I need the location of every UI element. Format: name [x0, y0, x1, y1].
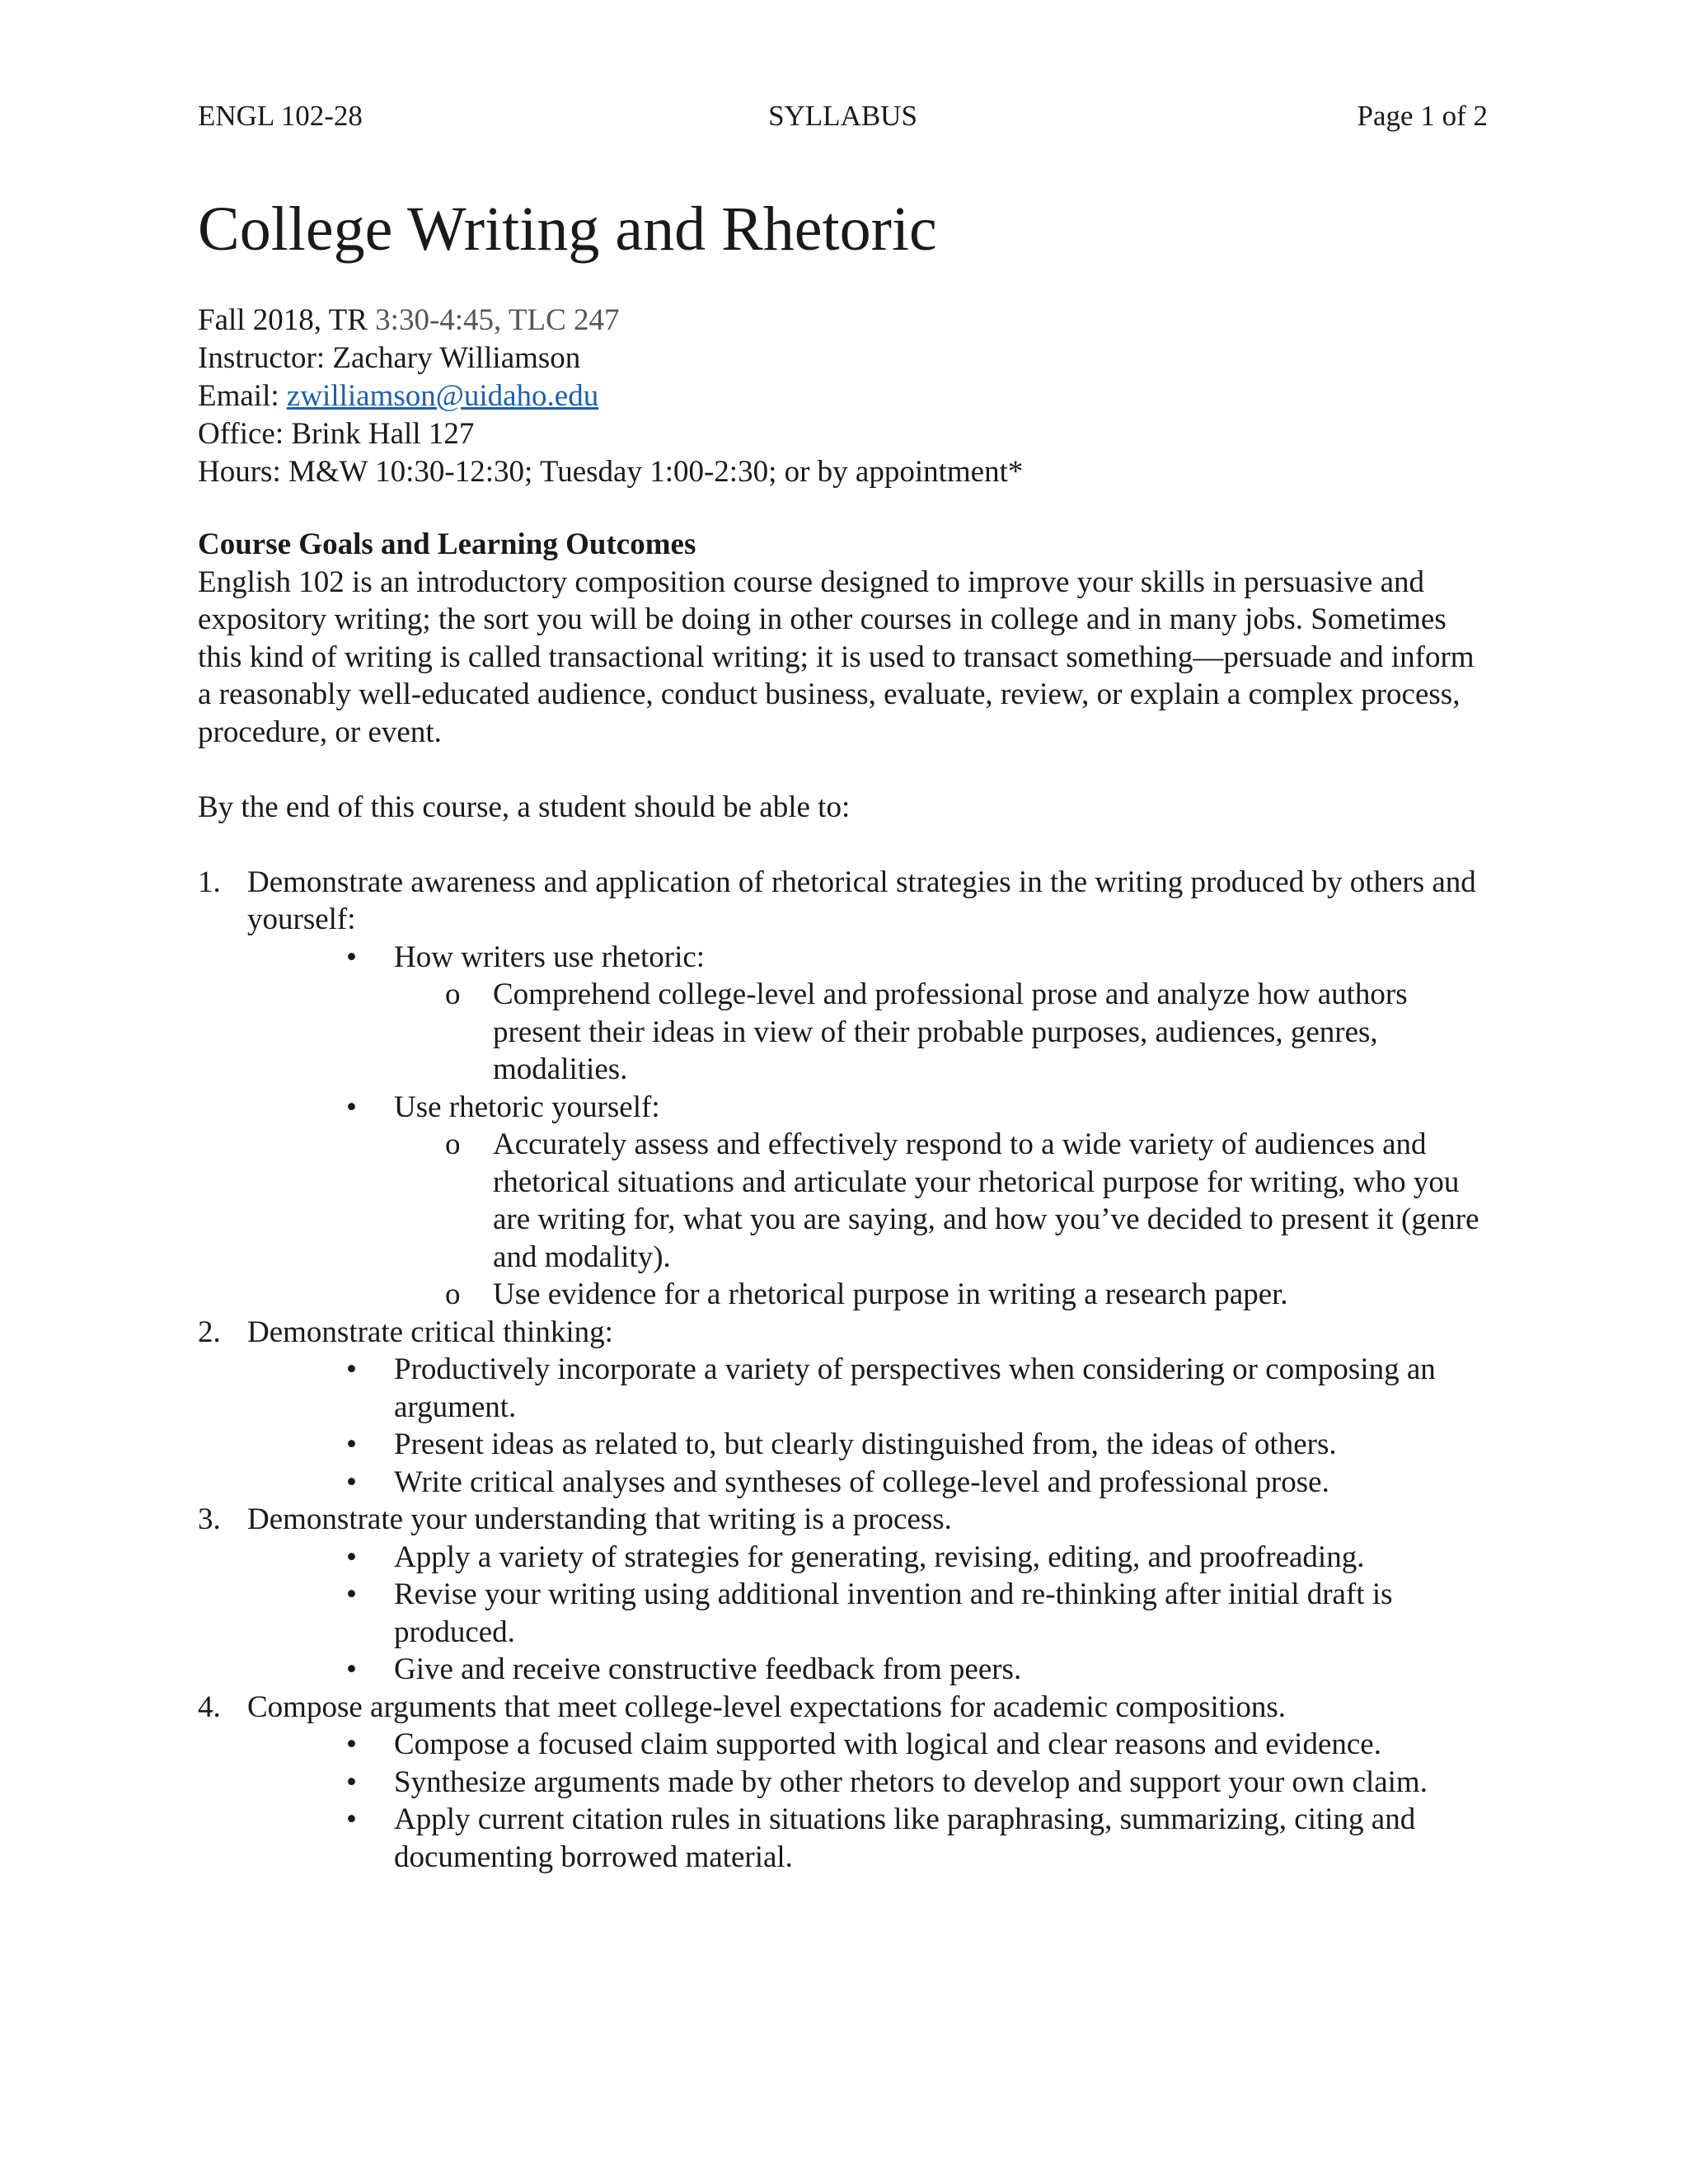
outcome-number: 1. — [198, 865, 221, 899]
bullet-text: Present ideas as related to, but clearly distinguished from, the ideas of others. — [394, 1427, 1337, 1461]
outcome-item — [198, 1689, 1488, 1877]
term-prefix: Fall 2018, TR — [198, 303, 376, 337]
bullet-text: Productively incorporate a variety of perspectives when considering or composing an argument. — [394, 1352, 1436, 1424]
bullet-glyph: • — [346, 1577, 357, 1611]
bullet-glyph: • — [346, 1765, 357, 1799]
bullet-text: Revise your writing using additional invention and re-thinking after initial draft is produced. — [394, 1577, 1393, 1649]
email-link[interactable]: zwilliamson@uidaho.edu — [286, 379, 599, 413]
bullet-item — [346, 1764, 1488, 1802]
goals-section — [198, 526, 1488, 1876]
sub-bullets — [445, 976, 1488, 1089]
bullet-item — [346, 1464, 1488, 1502]
bullet-glyph: • — [346, 1727, 357, 1761]
outcome-number: 2. — [198, 1315, 221, 1349]
outcome-bullets — [346, 939, 1488, 1314]
bullet-item — [346, 1539, 1488, 1577]
page-header — [198, 96, 1488, 136]
bullet-text: Synthesize arguments made by other rhetors to develop and support your own claim. — [394, 1765, 1428, 1799]
outcome-number: 3. — [198, 1502, 221, 1536]
page-number: Page 1 of 2 — [1357, 100, 1488, 132]
email-line — [198, 377, 1023, 415]
goals-intro: English 102 is an introductory composition course designed to improve your skills in persuasive and expository writing; the sort you will be doing in other courses in college and in many jobs. Sometimes this kind of writing is called transactional writing; it is used to transact something—persuade and inform a reasonably well-educated audience, conduct business, evaluate, review, or explain a complex process, procedure, or event. — [198, 565, 1475, 749]
bullet-item — [346, 1801, 1488, 1876]
course-info — [198, 302, 1023, 491]
sub-bullet-text: Comprehend college-level and professional prose and analyze how authors present their ideas in view of their probable purposes, audiences, genres, modalities. — [493, 977, 1408, 1086]
term-line — [198, 302, 1023, 340]
office-line: Office: Brink Hall 127 — [198, 417, 475, 451]
goals-heading: Course Goals and Learning Outcomes — [198, 527, 696, 561]
sub-bullet-glyph: o — [445, 1277, 461, 1311]
hours-line: Hours: M&W 10:30-12:30; Tuesday 1:00-2:30; or by appointment* — [198, 455, 1024, 489]
bullet-glyph: • — [346, 1540, 357, 1574]
sub-bullet-item — [445, 976, 1488, 1089]
bullet-text: Apply a variety of strategies for generating, revising, editing, and proofreading. — [394, 1540, 1365, 1574]
bullet-text: Give and receive constructive feedback from peers. — [394, 1652, 1022, 1686]
bullet-glyph: • — [346, 1352, 357, 1386]
goals-lead: By the end of this course, a student should be able to: — [198, 790, 851, 824]
bullet-item — [346, 939, 1488, 1089]
course-code: ENGL 102-28 — [198, 100, 363, 132]
bullet-item — [346, 1651, 1488, 1689]
outcome-bullets — [346, 1539, 1488, 1689]
doc-type: SYLLABUS — [768, 100, 917, 132]
sub-bullet-glyph: o — [445, 1127, 461, 1161]
bullet-item — [346, 1726, 1488, 1764]
outcome-text: Demonstrate your understanding that writing is a process. — [247, 1502, 952, 1536]
outcome-bullets — [346, 1351, 1488, 1501]
bullet-text: Write critical analyses and syntheses of college-level and professional prose. — [394, 1465, 1329, 1499]
sub-bullet-item — [445, 1276, 1488, 1314]
outcome-bullets — [346, 1726, 1488, 1876]
email-label: Email: — [198, 379, 287, 413]
sub-bullet-glyph: o — [445, 977, 461, 1011]
sub-bullet-item — [445, 1126, 1488, 1276]
bullet-text: Apply current citation rules in situations like paraphrasing, summarizing, citing and documenting borrowed material. — [394, 1802, 1416, 1874]
bullet-glyph: • — [346, 1652, 357, 1686]
bullet-glyph: • — [346, 1090, 357, 1124]
bullet-glyph: • — [346, 1427, 357, 1461]
bullet-item — [346, 1351, 1488, 1426]
bullet-item — [346, 1576, 1488, 1651]
bullet-item — [346, 1089, 1488, 1314]
sub-bullet-text: Accurately assess and effectively respond to a wide variety of audiences and rhetorical situations and articulate your rhetorical purpose for writing, who you are writing for, what you are saying, and how you’ve decided to present it (genre and modality). — [493, 1127, 1479, 1274]
sub-bullet-text: Use evidence for a rhetorical purpose in writing a research paper. — [493, 1277, 1288, 1311]
outcome-item — [198, 864, 1488, 1314]
sub-bullets — [445, 1126, 1488, 1314]
bullet-glyph: • — [346, 1465, 357, 1499]
outcomes-list — [198, 864, 1488, 1877]
term-time: 3:30-4:45, TLC 247 — [375, 303, 620, 337]
outcome-item — [198, 1314, 1488, 1502]
outcome-item — [198, 1501, 1488, 1689]
bullet-text: Compose a focused claim supported with logical and clear reasons and evidence. — [394, 1727, 1381, 1761]
bullet-text: How writers use rhetoric: — [394, 940, 706, 974]
bullet-glyph: • — [346, 940, 357, 974]
outcome-text: Demonstrate critical thinking: — [247, 1315, 613, 1349]
outcome-text: Demonstrate awareness and application of rhetorical strategies in the writing produced by others and yourself: — [247, 865, 1476, 936]
bullet-glyph: • — [346, 1802, 357, 1836]
outcome-text: Compose arguments that meet college-level expectations for academic compositions. — [247, 1690, 1287, 1724]
page-title: College Writing and Rhetoric — [198, 194, 937, 264]
instructor-line: Instructor: Zachary Williamson — [198, 341, 581, 375]
outcome-number: 4. — [198, 1690, 221, 1724]
bullet-text: Use rhetoric yourself: — [394, 1090, 660, 1124]
bullet-item — [346, 1426, 1488, 1464]
